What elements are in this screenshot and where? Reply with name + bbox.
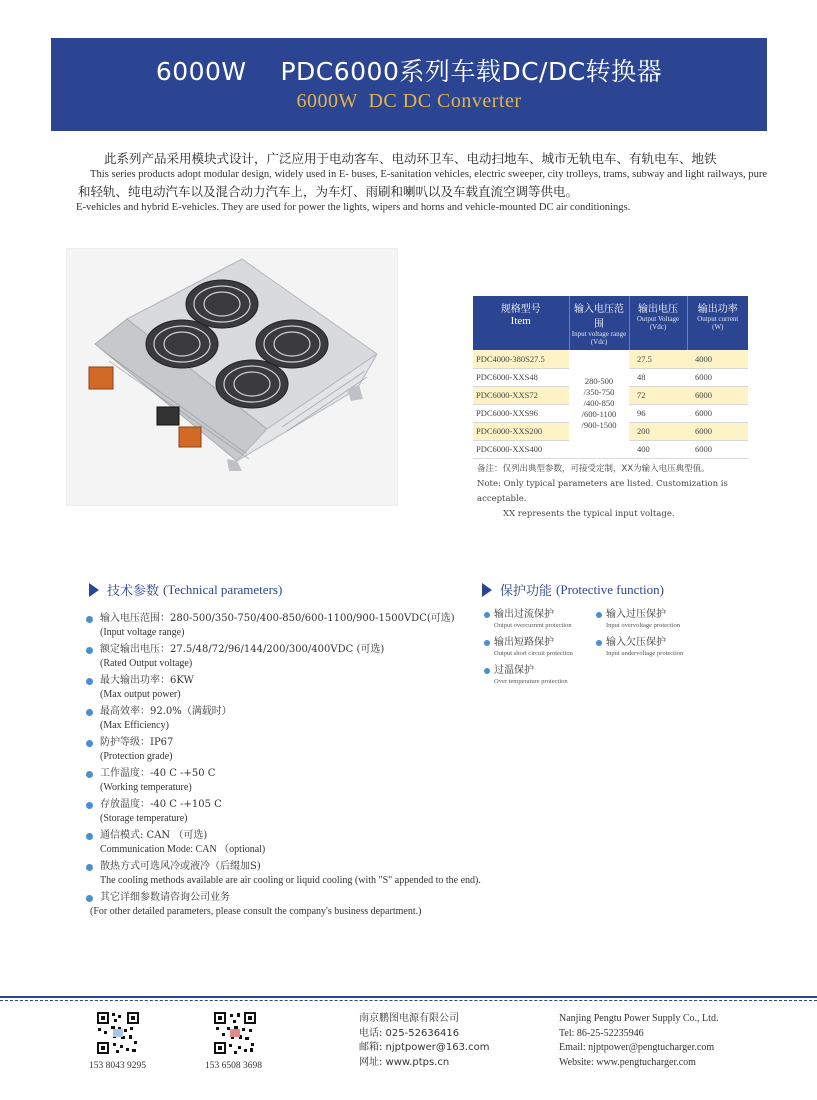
col-header-output-power: 输出功率 Output current (W) xyxy=(687,296,748,350)
qr1-phone-number: 153 8043 9295 xyxy=(89,1061,146,1071)
footer-divider xyxy=(0,996,817,1002)
page-title-cn: 6000W PDC6000系列车载DC/DC转换器 xyxy=(155,57,663,86)
phone-cn: 电话: 025-52636416 xyxy=(359,1027,460,1039)
list-item: 最大输出功率：6KW (Max output power) xyxy=(86,674,606,701)
protect-heading-cn: 保护功能 xyxy=(500,584,553,599)
email-cn: 邮箱: njptpower@163.com xyxy=(359,1042,490,1053)
cell-power: 6000 xyxy=(687,440,748,458)
list-item: 输出短路保护 Output short circuit protection xyxy=(484,636,573,658)
qr-code-icon xyxy=(213,1011,257,1055)
intro-en-line1: This series products adopt modular design, widely used in E- buses, E-sanitation vehicles, electric sweeper, city trolleys, trams, subway and light railways, pure xyxy=(90,169,768,180)
col-header-output-voltage: 输出电压 Output Voltage (Vdc) xyxy=(629,296,687,350)
bullet-icon xyxy=(86,740,93,747)
contact-info-en xyxy=(559,1012,718,1070)
bullet-icon xyxy=(86,709,93,716)
col-header-input-range: 输入电压范围 Input voltage range (Vdc) xyxy=(569,296,629,350)
page-title-en: 6000W DC DC Converter xyxy=(296,90,522,112)
intro-cn-line2: 和轻轨、纯电动汽车以及混合动力汽车上，为车灯、雨刷和喇叭以及车载直流空调等供电。 xyxy=(78,184,579,199)
list-item: 最高效率：92.0%（满载时） (Max Efficiency) xyxy=(86,705,606,732)
protect-heading-en: (Protective function) xyxy=(556,581,664,597)
cell-voltage: 400 xyxy=(629,440,687,458)
cell-voltage: 96 xyxy=(629,404,687,422)
note-en-2: XX represents the typical input voltage. xyxy=(503,509,675,519)
list-item: 输入欠压保护 Input undervoltage protection xyxy=(596,636,683,658)
intro-cn-line1: 此系列产品采用模块式设计，广泛应用于电动客车、电动环卫车、电动扫地车、城市无轨电车、有轨电车、地铁 xyxy=(104,151,717,166)
product-photo xyxy=(66,248,398,506)
col-header-item: 规格型号 Item xyxy=(473,296,569,350)
cell-input-range: 280-500 /350-750 /400-850 /600-1100 /900-1500 xyxy=(569,350,629,458)
bullet-icon xyxy=(86,616,93,623)
cell-model: PDC6000-XXS400 xyxy=(473,440,569,458)
phone-en: Tel: 86-25-52235946 xyxy=(559,1027,644,1039)
bullet-icon xyxy=(86,771,93,778)
contact-info-cn xyxy=(359,1012,489,1070)
bullet-icon xyxy=(86,802,93,809)
cell-model: PDC6000-XXS72 xyxy=(473,386,569,404)
list-item: 过温保护 Over temperature protection xyxy=(484,664,568,686)
tech-heading-cn: 技术参数 xyxy=(107,584,160,599)
spec-table-header-row xyxy=(473,296,748,350)
cell-power: 6000 xyxy=(687,404,748,422)
cell-model: PDC6000-XXS96 xyxy=(473,404,569,422)
tech-params-heading xyxy=(89,580,282,599)
table-row xyxy=(473,350,748,368)
bullet-icon xyxy=(86,833,93,840)
dc-converter-illustration xyxy=(67,249,399,507)
bullet-icon xyxy=(86,647,93,654)
cell-model: PDC6000-XXS48 xyxy=(473,368,569,386)
bullet-icon xyxy=(596,612,602,618)
table-notes xyxy=(477,462,777,522)
cell-voltage: 48 xyxy=(629,368,687,386)
bullet-icon xyxy=(86,864,93,871)
website-cn: 网址: www.ptps.cn xyxy=(359,1056,450,1068)
triangle-bullet-icon xyxy=(89,583,99,597)
bullet-icon xyxy=(484,612,490,618)
triangle-bullet-icon xyxy=(482,583,492,597)
bullet-icon xyxy=(484,640,490,646)
website-en: Website: www.pengtucharger.com xyxy=(559,1056,696,1068)
list-item: 通信模式: CAN （可选) Communication Mode: CAN （optional) xyxy=(86,829,606,856)
tech-params-list xyxy=(86,612,606,922)
cell-power: 6000 xyxy=(687,386,748,404)
list-item: 额定输出电压：27.5/48/72/96/144/200/300/400VDC (可选) (Rated Output voltage) xyxy=(86,643,606,670)
note-cn: 备注：仅列出典型参数，可接受定制，XX为输入电压典型值。 xyxy=(477,464,710,474)
bullet-icon xyxy=(484,668,490,674)
list-item: 防护等级：IP67 (Protection grade) xyxy=(86,736,606,763)
list-item: 散热方式可选风冷或液冷（后缀加S) The cooling methods available are air cooling or liquid cooling (with "S" appended to the end). xyxy=(86,860,606,887)
cell-model: PDC4000-380S27.5 xyxy=(473,350,569,368)
company-name-en: Nanjing Pengtu Power Supply Co., Ltd. xyxy=(559,1013,719,1024)
list-item: 输入过压保护 Input overvoltage protection xyxy=(596,608,680,630)
list-item: 其它详细参数请咨询公司业务 (For other detailed parameters, please consult the company's business department.) xyxy=(86,891,606,918)
protective-function-heading xyxy=(482,580,664,599)
qr-code-icon xyxy=(96,1011,140,1055)
bullet-icon xyxy=(596,640,602,646)
list-item: 输出过流保护 Output overcurrent protection xyxy=(484,608,572,630)
list-item: 输入电压范围：280-500/350-750/400-850/600-1100/900-1500VDC(可选) (Input voltage range) xyxy=(86,612,606,639)
list-item: 工作温度：-40 C -+50 C (Working temperature) xyxy=(86,767,606,794)
spec-table xyxy=(473,296,748,459)
qr2-phone-number: 153 6508 3698 xyxy=(205,1061,262,1071)
page-header xyxy=(51,38,767,131)
bullet-icon xyxy=(86,895,93,902)
intro-text xyxy=(78,150,778,216)
tech-heading-en: (Technical parameters) xyxy=(163,581,283,597)
cell-power: 6000 xyxy=(687,368,748,386)
company-name-cn: 南京鹏图电源有限公司 xyxy=(359,1013,459,1024)
list-item: 存放温度：-40 C -+105 C (Storage temperature) xyxy=(86,798,606,825)
cell-power: 4000 xyxy=(687,350,748,368)
cell-model: PDC6000-XXS200 xyxy=(473,422,569,440)
intro-en-line2: E-vehicles and hybrid E-vehicles. They are used for power the lights, wipers and horns and vehicle-mounted DC air conditionings. xyxy=(76,202,631,213)
bullet-icon xyxy=(86,678,93,685)
cell-voltage: 72 xyxy=(629,386,687,404)
cell-voltage: 200 xyxy=(629,422,687,440)
cell-power: 6000 xyxy=(687,422,748,440)
email-en: Email: njptpower@pengtucharger.com xyxy=(559,1042,715,1053)
cell-voltage: 27.5 xyxy=(629,350,687,368)
note-en-1: Note: Only typical parameters are listed. Customization is acceptable. xyxy=(477,479,728,504)
